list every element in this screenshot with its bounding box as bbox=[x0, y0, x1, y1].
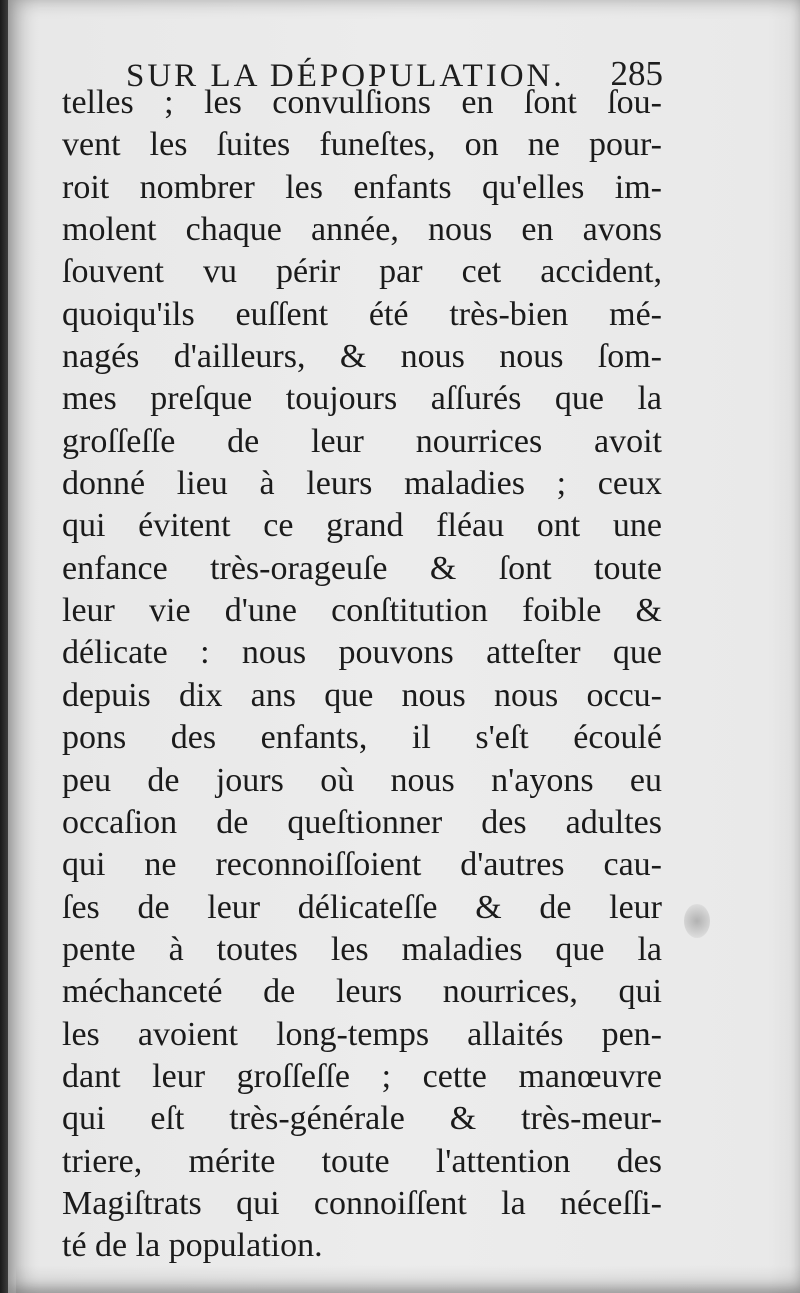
text-line: pons des enfants, il s'eſt écoulé bbox=[62, 719, 662, 757]
running-head: SUR LA DÉPOPULATION. bbox=[126, 58, 565, 94]
text-line: pente à toutes les maladies que la bbox=[62, 930, 662, 968]
text-line: mes preſque toujours aſſurés que la bbox=[62, 380, 662, 418]
text-line: nagés d'ailleurs, & nous nous ſom- bbox=[62, 338, 662, 376]
text-line: telles ; les convulſions en ſont ſou- bbox=[62, 84, 662, 121]
text-line: peu de jours où nous n'ayons eu bbox=[62, 761, 662, 799]
page-stain bbox=[684, 904, 710, 938]
page-bottom-shadow bbox=[16, 1265, 800, 1293]
text-line: enfance très-orageuſe & ſont toute bbox=[62, 549, 662, 587]
text-line: molent chaque année, nous en avons bbox=[62, 211, 662, 249]
page-number: 285 bbox=[610, 54, 663, 93]
text-line: quoiqu'ils euſſent été très-bien mé- bbox=[62, 295, 662, 333]
text-line: qui eſt très-générale & très-meur- bbox=[62, 1100, 662, 1138]
text-line: qui évitent ce grand fléau ont une bbox=[62, 507, 662, 545]
text-line: délicate : nous pouvons atteſter que bbox=[62, 634, 662, 672]
page-gutter-shadow bbox=[0, 0, 8, 1293]
text-line: depuis dix ans que nous nous occu- bbox=[62, 676, 662, 714]
text-line: les avoient long-temps allaités pen- bbox=[62, 1015, 662, 1053]
text-line: dant leur groſſeſſe ; cette manœuvre bbox=[62, 1057, 662, 1095]
text-line: ſouvent vu périr par cet accident, bbox=[62, 253, 662, 291]
text-line: vent les ſuites funeſtes, on ne pour- bbox=[62, 126, 662, 164]
text-line: ſes de leur délicateſſe & de leur bbox=[62, 888, 662, 926]
text-line: roit nombrer les enfants qu'elles im- bbox=[62, 168, 662, 206]
text-line: qui ne reconnoiſſoient d'autres cau- bbox=[62, 846, 662, 884]
text-line: donné lieu à leurs maladies ; ceux bbox=[62, 465, 662, 503]
text-line: triere, mérite toute l'attention des bbox=[62, 1142, 662, 1180]
text-line: leur vie d'une conſtitution foible & bbox=[62, 592, 662, 630]
text-line-last: té de la population. bbox=[62, 1227, 323, 1265]
text-line: méchanceté de leurs nourrices, qui bbox=[62, 973, 662, 1011]
book-page bbox=[8, 0, 800, 1293]
text-line: Magiſtrats qui connoiſſent la néceſſi- bbox=[62, 1184, 662, 1222]
text-line: occaſion de queſtionner des adultes bbox=[62, 803, 662, 841]
body-text bbox=[62, 82, 662, 1268]
text-line: groſſeſſe de leur nourrices avoit bbox=[62, 422, 662, 460]
